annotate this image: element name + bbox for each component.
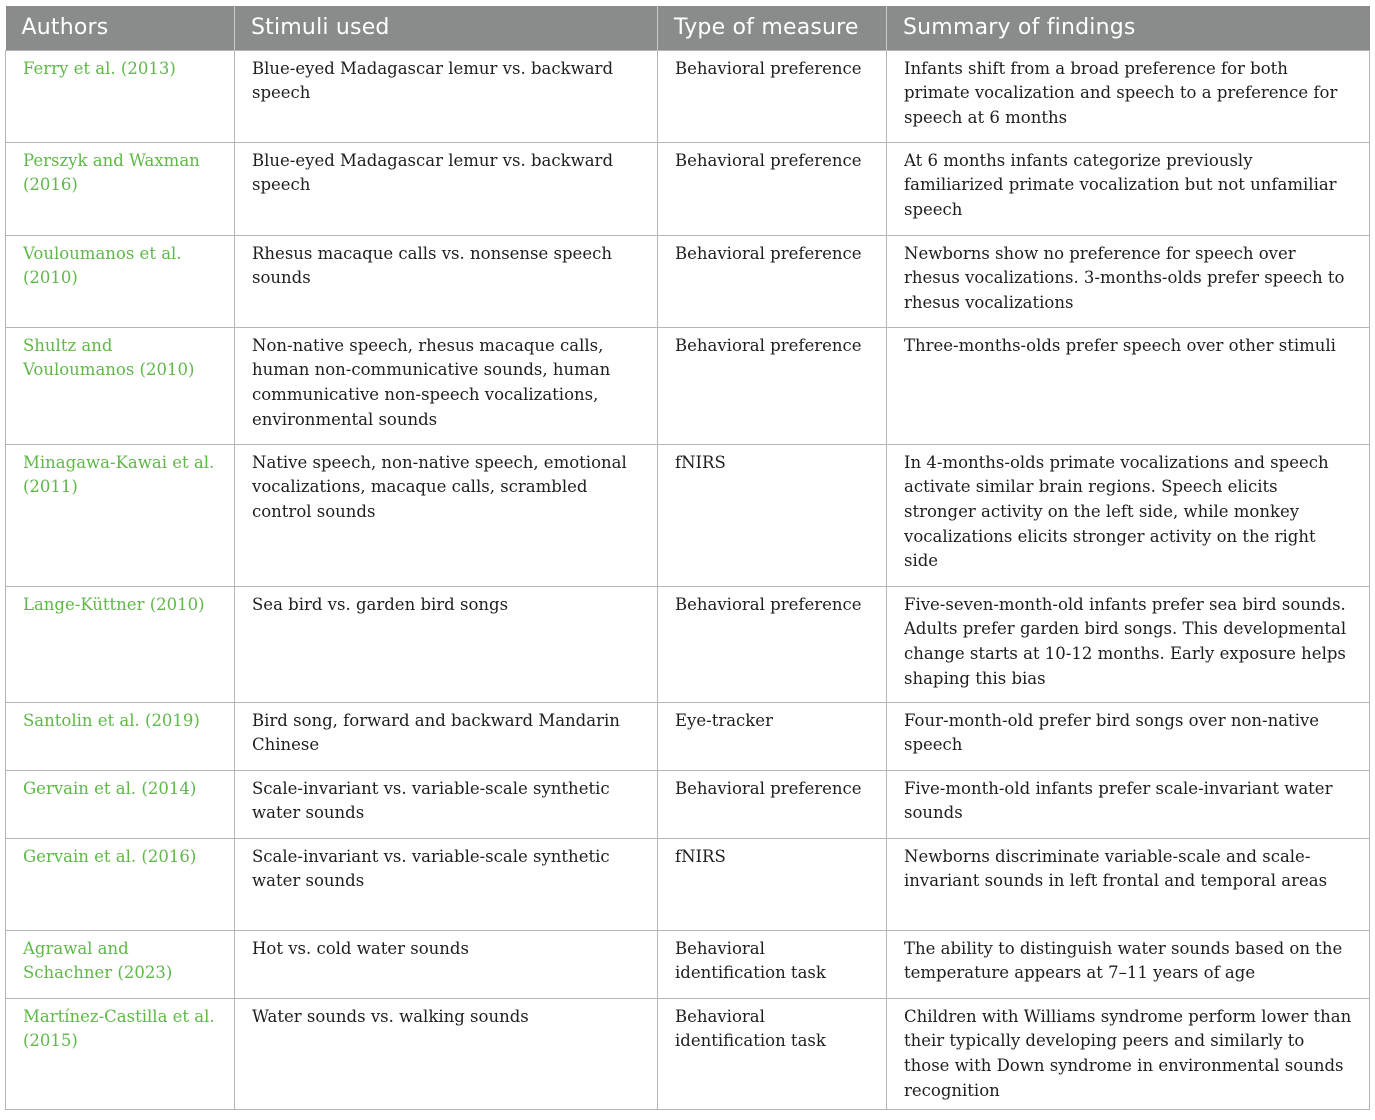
table-row: [6, 50, 1370, 142]
stimuli-cell: Native speech, non-native speech, emotional vocalizations, macaque calls, scrambled control sounds: [235, 444, 658, 586]
table-row: [6, 838, 1370, 930]
author-cell[interactable]: Shultz and Vouloumanos (2010): [6, 327, 235, 444]
summary-cell: Four-month-old prefer bird songs over non-native speech: [887, 702, 1370, 770]
table-body: [6, 50, 1370, 1110]
stimuli-cell: Water sounds vs. walking sounds: [235, 998, 658, 1110]
measure-cell: Behavioral identification task: [658, 998, 887, 1110]
summary-cell: Newborns show no preference for speech over rhesus vocalizations. 3-months-olds prefer speech to rhesus vocalizations: [887, 235, 1370, 327]
author-cell[interactable]: Vouloumanos et al. (2010): [6, 235, 235, 327]
stimuli-cell: Hot vs. cold water sounds: [235, 930, 658, 998]
author-cell[interactable]: Gervain et al. (2014): [6, 770, 235, 838]
author-cell[interactable]: Minagawa-Kawai et al. (2011): [6, 444, 235, 586]
measure-cell: fNIRS: [658, 444, 887, 586]
measure-cell: fNIRS: [658, 838, 887, 930]
measure-cell: Behavioral preference: [658, 586, 887, 702]
stimuli-cell: Bird song, forward and backward Mandarin Chinese: [235, 702, 658, 770]
table-row: [6, 235, 1370, 327]
measure-cell: Behavioral preference: [658, 50, 887, 142]
table-row: [6, 444, 1370, 586]
author-cell[interactable]: Ferry et al. (2013): [6, 50, 235, 142]
table-header: [6, 6, 1370, 50]
summary-cell: Five-month-old infants prefer scale-invariant water sounds: [887, 770, 1370, 838]
author-cell[interactable]: Martínez-Castilla et al. (2015): [6, 998, 235, 1110]
header-authors: Authors: [6, 6, 235, 50]
summary-cell: Five-seven-month-old infants prefer sea bird sounds. Adults prefer garden bird songs. This developmental change starts at 10-12 months. Early exposure helps shaping this bias: [887, 586, 1370, 702]
summary-cell: Infants shift from a broad preference for both primate vocalization and speech to a preference for speech at 6 months: [887, 50, 1370, 142]
stimuli-cell: Blue-eyed Madagascar lemur vs. backward speech: [235, 50, 658, 142]
stimuli-cell: Scale-invariant vs. variable-scale synthetic water sounds: [235, 838, 658, 930]
findings-table: [5, 6, 1370, 1110]
stimuli-cell: Rhesus macaque calls vs. nonsense speech sounds: [235, 235, 658, 327]
measure-cell: Behavioral preference: [658, 327, 887, 444]
table-row: [6, 998, 1370, 1110]
summary-cell: At 6 months infants categorize previously familiarized primate vocalization but not unfamiliar speech: [887, 142, 1370, 235]
table-row: [6, 702, 1370, 770]
summary-cell: Three-months-olds prefer speech over other stimuli: [887, 327, 1370, 444]
author-cell[interactable]: Santolin et al. (2019): [6, 702, 235, 770]
author-cell[interactable]: Gervain et al. (2016): [6, 838, 235, 930]
stimuli-cell: Non-native speech, rhesus macaque calls, human non-communicative sounds, human communicative non-speech vocalizations, environmental sounds: [235, 327, 658, 444]
stimuli-cell: Scale-invariant vs. variable-scale synthetic water sounds: [235, 770, 658, 838]
stimuli-cell: Sea bird vs. garden bird songs: [235, 586, 658, 702]
header-summary-of-findings: Summary of findings: [887, 6, 1370, 50]
table-row: [6, 930, 1370, 998]
summary-cell: In 4-months-olds primate vocalizations and speech activate similar brain regions. Speech elicits stronger activity on the left side, while monkey vocalizations elicits stronger activity on the right side: [887, 444, 1370, 586]
author-cell[interactable]: Lange-Küttner (2010): [6, 586, 235, 702]
author-cell[interactable]: Perszyk and Waxman (2016): [6, 142, 235, 235]
summary-cell: Newborns discriminate variable-scale and scale-invariant sounds in left frontal and temporal areas: [887, 838, 1370, 930]
table-row: [6, 586, 1370, 702]
author-cell[interactable]: Agrawal and Schachner (2023): [6, 930, 235, 998]
table-row: [6, 142, 1370, 235]
summary-cell: Children with Williams syndrome perform lower than their typically developing peers and similarly to those with Down syndrome in environmental sounds recognition: [887, 998, 1370, 1110]
header-row: [6, 6, 1370, 50]
table-row: [6, 327, 1370, 444]
measure-cell: Behavioral identification task: [658, 930, 887, 998]
measure-cell: Behavioral preference: [658, 235, 887, 327]
stimuli-cell: Blue-eyed Madagascar lemur vs. backward speech: [235, 142, 658, 235]
measure-cell: Behavioral preference: [658, 142, 887, 235]
header-type-of-measure: Type of measure: [658, 6, 887, 50]
summary-cell: The ability to distinguish water sounds based on the temperature appears at 7–11 years of age: [887, 930, 1370, 998]
header-stimuli-used: Stimuli used: [235, 6, 658, 50]
measure-cell: Behavioral preference: [658, 770, 887, 838]
measure-cell: Eye-tracker: [658, 702, 887, 770]
table-row: [6, 770, 1370, 838]
